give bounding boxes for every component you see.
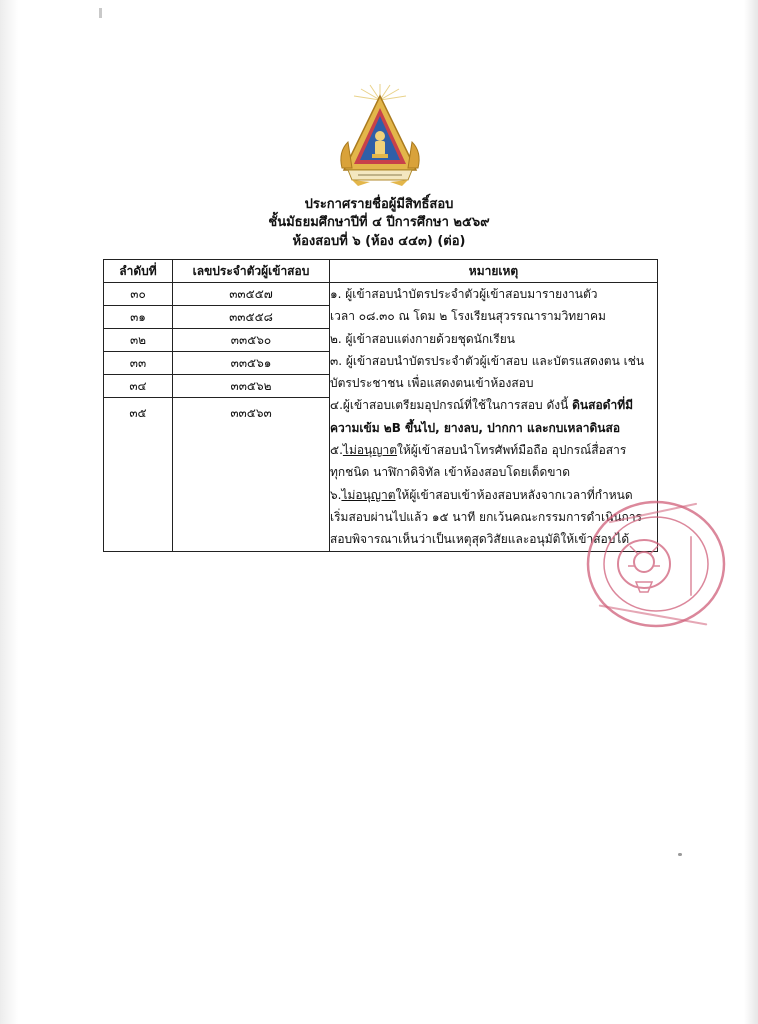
note-2: ๒. ผู้เข้าสอบแต่งกายด้วยชุดนักเรียน <box>330 331 515 346</box>
row-candidate-id: ๓๓๕๕๗ <box>173 283 330 306</box>
row-candidate-id: ๓๓๕๖๒ <box>173 375 330 398</box>
candidate-table <box>103 259 658 552</box>
row-candidate-id: ๓๓๕๖๓ <box>173 398 330 551</box>
note-5a <box>330 439 657 461</box>
note-6c: สอบพิจารณาเห็นว่าเป็นเหตุสุดวิสัยและอนุมัติให้เข้าสอบได้ <box>330 532 630 547</box>
note-5a-text: ให้ผู้เข้าสอบนำโทรศัพท์มือถือ อุปกรณ์สื่อสาร <box>397 443 627 458</box>
page-edge-right <box>744 0 758 1024</box>
scan-smudge <box>678 853 682 856</box>
title-line-1: ประกาศรายชื่อผู้มีสิทธิ์สอบ <box>304 197 454 212</box>
row-seq: ๓๐ <box>104 283 173 306</box>
note-3b: บัตรประชาชน เพื่อแสดงตนเข้าห้องสอบ <box>330 376 534 391</box>
title-line-2: ชั้นมัธยมศึกษาปีที่ ๔ ปีการศึกษา ๒๕๖๙ <box>268 215 490 230</box>
note-6-underline: ไม่อนุญาต <box>341 487 396 502</box>
note-5b: ทุกชนิด นาฬิกาดิจิทัล เข้าห้องสอบโดยเด็ดขาด <box>330 465 571 480</box>
row-seq: ๓๑ <box>104 306 173 329</box>
row-seq: ๓๓ <box>104 352 173 375</box>
note-6-number: ๖. <box>330 487 342 502</box>
note-1a: ๑. ผู้เข้าสอบนำบัตรประจำตัวผู้เข้าสอบมารายงานตัว <box>330 287 598 301</box>
note-4a <box>330 394 657 416</box>
note-4a-text: ๔.ผู้เข้าสอบเตรียมอุปกรณ์ที่ใช้ในการสอบ ดังนี้ <box>330 398 573 413</box>
note-5-number: ๕. <box>330 443 343 458</box>
note-5-underline: ไม่อนุญาต <box>342 443 398 458</box>
row-candidate-id: ๓๓๕๖๑ <box>173 352 330 375</box>
header-candidate-id: เลขประจำตัวผู้เข้าสอบ <box>173 260 330 283</box>
note-4b: ความเข้ม ๒B ขึ้นไป, ยางลบ, ปากกา และกบเหลาดินสอ <box>330 420 621 435</box>
row-candidate-id: ๓๓๕๖๐ <box>173 329 330 352</box>
row-seq: ๓๔ <box>104 375 173 398</box>
header-seq: ลำดับที่ <box>104 260 173 283</box>
scan-speck <box>99 8 102 18</box>
row-seq: ๓๒ <box>104 329 173 352</box>
school-emblem-icon <box>330 82 430 192</box>
note-6b: เริ่มสอบผ่านไปแล้ว ๑๕ นาที ยกเว้นคณะกรรมการดำเนินการ <box>330 509 642 524</box>
table-row <box>104 283 658 306</box>
note-4a-bold: ดินสอดำที่มี <box>572 398 634 413</box>
note-3a: ๓. ผู้เข้าสอบนำบัตรประจำตัวผู้เข้าสอบ และบัตรแสดงตน เช่น <box>330 353 645 368</box>
table-header-row <box>104 260 658 283</box>
note-1b: เวลา ๐๘.๓๐ ณ โดม ๒ โรงเรียนสุวรรณารามวิทยาคม <box>330 309 606 324</box>
page-edge-left <box>0 0 18 1024</box>
row-candidate-id: ๓๓๕๕๘ <box>173 306 330 329</box>
note-6a-text: ให้ผู้เข้าสอบเข้าห้องสอบหลังจากเวลาที่กำหนด <box>395 487 633 502</box>
title-line-3: ห้องสอบที่ ๖ (ห้อง ๔๔๓) (ต่อ) <box>292 234 466 249</box>
header-notes: หมายเหตุ <box>330 260 658 283</box>
row-seq: ๓๕ <box>104 398 173 551</box>
official-seal-stamp-icon <box>578 496 728 636</box>
